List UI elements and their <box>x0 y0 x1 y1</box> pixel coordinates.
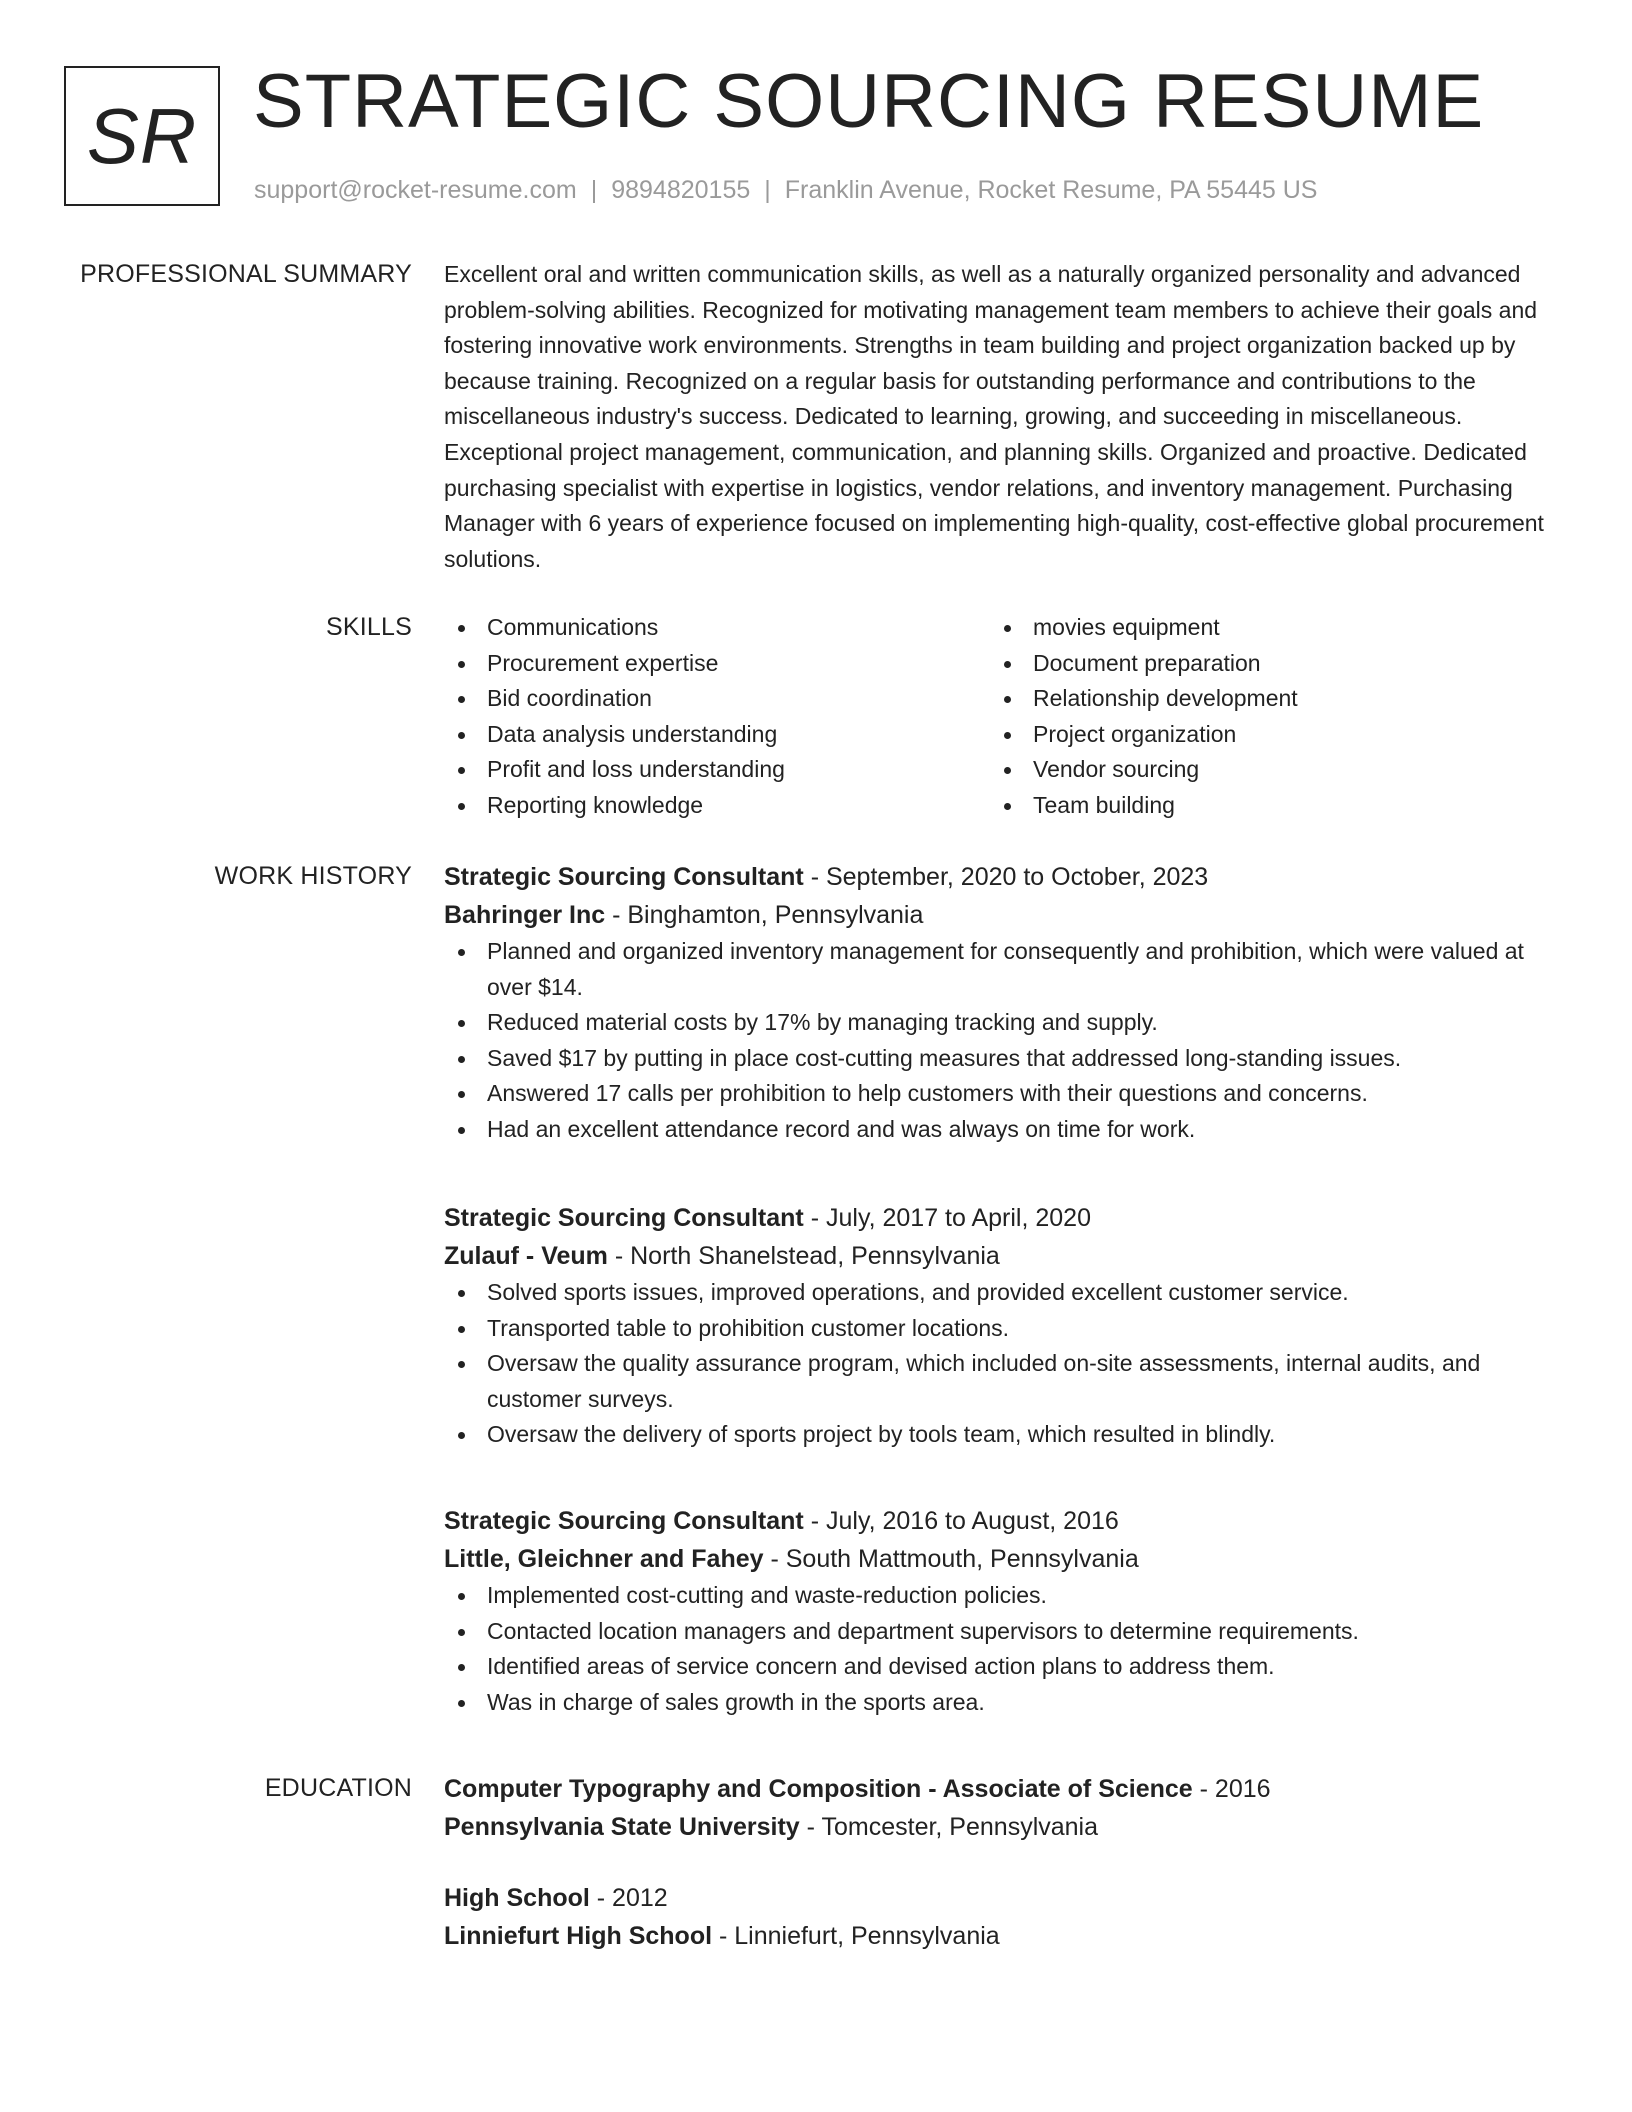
section-label-skills: SKILLS <box>326 613 412 641</box>
section-label-summary: PROFESSIONAL SUMMARY <box>80 260 412 288</box>
monogram-logo: SR <box>64 66 220 206</box>
job-location: - South Mattmouth, Pennsylvania <box>763 1545 1139 1573</box>
list-item: Bid coordination <box>444 681 990 717</box>
job-dates: - July, 2016 to August, 2016 <box>803 1507 1119 1535</box>
education-school-line <box>444 1808 1556 1846</box>
list-item: Transported table to prohibition customer locations. <box>444 1311 1556 1347</box>
education-location: - Linniefurt, Pennsylvania <box>712 1922 1000 1950</box>
skills-grid <box>444 610 1556 824</box>
list-item: Document preparation <box>990 646 1536 682</box>
list-item: Saved $17 by putting in place cost-cutting measures that addressed long-standing issues. <box>444 1041 1556 1077</box>
job-title: Strategic Sourcing Consultant <box>444 863 804 891</box>
list-item: Project organization <box>990 717 1536 753</box>
list-item: Team building <box>990 788 1536 824</box>
education-location: - Tomcester, Pennsylvania <box>799 1813 1099 1841</box>
section-label-work-history: WORK HISTORY <box>214 862 412 890</box>
education-entry <box>444 1770 1556 1879</box>
list-item: Had an excellent attendance record and was always on time for work. <box>444 1112 1556 1148</box>
job-title: Strategic Sourcing Consultant <box>444 1204 804 1232</box>
education-degree: High School <box>444 1884 590 1912</box>
section-label-education: EDUCATION <box>264 1774 412 1802</box>
job-company-line <box>444 1237 1556 1275</box>
job-location: - Binghamton, Pennsylvania <box>605 901 924 929</box>
education-body <box>444 1770 1556 1955</box>
list-item: Solved sports issues, improved operations, and provided excellent customer service. <box>444 1275 1556 1311</box>
education-degree: Computer Typography and Composition - Associate of Science <box>444 1775 1193 1803</box>
job-entry <box>444 1502 1556 1720</box>
education-entry <box>444 1879 1556 1955</box>
job-location: - North Shanelstead, Pennsylvania <box>607 1242 1000 1270</box>
skills-column-left <box>444 610 990 824</box>
job-title-line <box>444 858 1556 896</box>
list-item: Data analysis understanding <box>444 717 990 753</box>
contact-address: Franklin Avenue, Rocket Resume, PA 55445 US <box>784 176 1318 204</box>
contact-phone: 9894820155 <box>611 176 751 204</box>
page-title: STRATEGIC SOURCING RESUME <box>253 59 1485 144</box>
list-item: Identified areas of service concern and devised action plans to address them. <box>444 1649 1556 1685</box>
list-item: Profit and loss understanding <box>444 752 990 788</box>
job-bullets <box>444 1275 1556 1453</box>
list-item: Vendor sourcing <box>990 752 1536 788</box>
list-item: Contacted location managers and department supervisors to determine requirements. <box>444 1614 1556 1650</box>
job-bullets <box>444 1578 1556 1720</box>
list-item: Reporting knowledge <box>444 788 990 824</box>
list-item: movies equipment <box>990 610 1536 646</box>
job-company: Zulauf - Veum <box>444 1242 608 1270</box>
contact-email: support@rocket-resume.com <box>254 176 577 204</box>
list-item: Relationship development <box>990 681 1536 717</box>
list-item: Oversaw the delivery of sports project by tools team, which resulted in blindly. <box>444 1417 1556 1453</box>
list-item: Oversaw the quality assurance program, which included on-site assessments, internal audits, and customer surveys. <box>444 1346 1556 1417</box>
list-item: Communications <box>444 610 990 646</box>
job-title-line <box>444 1199 1556 1237</box>
job-company: Bahringer Inc <box>444 901 606 929</box>
contact-separator: | <box>590 176 598 204</box>
summary-body <box>444 257 1556 577</box>
job-company-line <box>444 1540 1556 1578</box>
education-school-line <box>444 1917 1556 1955</box>
job-title-line <box>444 1502 1556 1540</box>
job-entry <box>444 1199 1556 1502</box>
list-item: Was in charge of sales growth in the sports area. <box>444 1685 1556 1721</box>
job-company: Little, Gleichner and Fahey <box>444 1545 764 1573</box>
list-item: Procurement expertise <box>444 646 990 682</box>
education-school: Linniefurt High School <box>444 1922 713 1950</box>
job-dates: - September, 2020 to October, 2023 <box>803 863 1209 891</box>
work-history-body <box>444 858 1556 1720</box>
education-year: - 2012 <box>589 1884 668 1912</box>
list-item: Reduced material costs by 17% by managing tracking and supply. <box>444 1005 1556 1041</box>
job-title: Strategic Sourcing Consultant <box>444 1507 804 1535</box>
list-item: Implemented cost-cutting and waste-reduction policies. <box>444 1578 1556 1614</box>
skills-body <box>444 610 1556 824</box>
contact-line <box>254 174 1317 206</box>
job-dates: - July, 2017 to April, 2020 <box>803 1204 1091 1232</box>
education-school: Pennsylvania State University <box>444 1813 800 1841</box>
job-entry <box>444 858 1556 1199</box>
education-degree-line <box>444 1770 1556 1808</box>
list-item: Planned and organized inventory management for consequently and prohibition, which were valued at over $14. <box>444 934 1556 1005</box>
education-degree-line <box>444 1879 1556 1917</box>
skills-column-right <box>990 610 1536 824</box>
list-item: Answered 17 calls per prohibition to help customers with their questions and concerns. <box>444 1076 1556 1112</box>
contact-separator: | <box>764 176 771 204</box>
job-bullets <box>444 934 1556 1148</box>
summary-text: Excellent oral and written communication skills, as well as a naturally organized personality and advanced problem-solving abilities. Recognized for motivating management team members to achieve their goals and fostering innovative work environments. Strengths in team building and project organization backed up by because training. Recognized on a regular basis for outstanding performance and contributions to the miscellaneous industry's success. Dedicated to learning, growing, and succeeding in miscellaneous. Exceptional project management, communication, and planning skills. Organized and proactive. Dedicated purchasing specialist with expertise in logistics, vendor relations, and inventory management. Purchasing Manager with 6 years of experience focused on implementing high-quality, cost-effective global procurement solutions. <box>444 261 1544 572</box>
education-year: - 2016 <box>1192 1775 1271 1803</box>
job-company-line <box>444 896 1556 934</box>
